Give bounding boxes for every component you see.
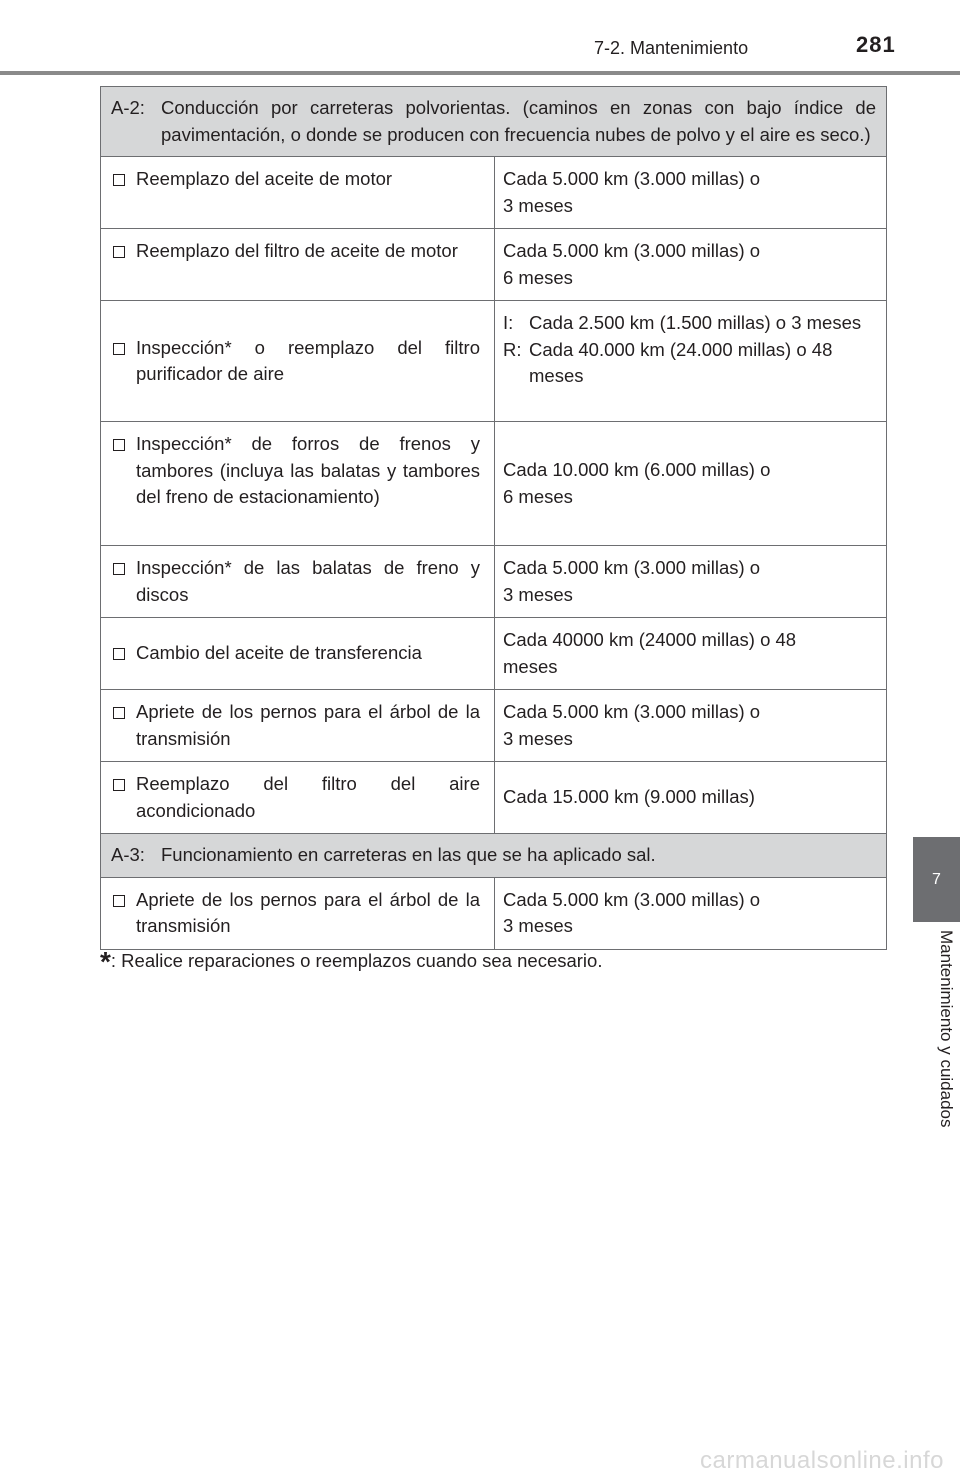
item-cell (101, 301, 495, 422)
interval-cell (495, 762, 887, 834)
interval-line: 3 meses (503, 583, 573, 605)
checkbox-square-icon (113, 779, 125, 791)
chapter-tab (913, 837, 960, 922)
footnote-marker: * (100, 946, 111, 977)
interval-text: Cada 40.000 km (24.000 millas) o 48 meses (529, 338, 833, 386)
interval-text: Cada 2.500 km (1.500 millas) o 3 meses (529, 312, 862, 333)
interval-cell (495, 618, 887, 690)
checkbox-square-icon (113, 246, 125, 258)
interval-line (503, 310, 876, 337)
interval-cell (495, 157, 887, 229)
table-row (101, 422, 887, 546)
item-text: Reemplazo del filtro del aire acondicionado (136, 773, 480, 821)
interval-line: Cada 15.000 km (9.000 millas) (503, 786, 755, 808)
chapter-title: Mantenimiento y cuidados (937, 930, 956, 1128)
interval-line: Cada 5.000 km (3.000 millas) o (503, 240, 761, 261)
table-row (101, 546, 887, 618)
section-title: 7-2. Mantenimiento (594, 38, 749, 58)
section-code: A-3: (111, 844, 145, 865)
maintenance-table (100, 86, 887, 950)
item-text: Apriete de los pernos para el árbol de la transmisión (136, 888, 480, 936)
footnote (100, 946, 602, 978)
table-row (101, 157, 887, 229)
item-cell (101, 762, 495, 834)
chapter-number: 7 (932, 870, 941, 888)
checkbox-square-icon (113, 707, 125, 719)
table-row (101, 690, 887, 762)
item-cell (101, 618, 495, 690)
checkbox-square-icon (113, 563, 125, 575)
interval-line: Cada 5.000 km (3.000 millas) o (503, 888, 761, 910)
section-header (101, 87, 887, 157)
interval-cell (495, 301, 887, 422)
checkbox-square-icon (113, 439, 125, 451)
interval-line: Cada 5.000 km (3.000 millas) o (503, 557, 761, 578)
checkbox-square-icon (113, 895, 125, 907)
table-row (101, 301, 887, 422)
interval-line: 6 meses (503, 266, 573, 288)
checkbox-square-icon (113, 343, 125, 355)
item-cell (101, 546, 495, 618)
section-title: Funcionamiento en carreteras en las que se ha aplicado sal. (161, 844, 656, 865)
interval-cell (495, 690, 887, 762)
item-cell (101, 690, 495, 762)
item-text: Inspección* de forros de frenos y tambores (incluya las balatas y tambores del freno de estacionamiento) (136, 433, 480, 507)
interval-line: meses (503, 655, 558, 677)
interval-cell (495, 422, 887, 546)
interval-line: 3 meses (503, 194, 573, 216)
item-cell (101, 422, 495, 546)
table-row (101, 618, 887, 690)
section-title: Conducción por carreteras polvorientas. (caminos en zonas con bajo índice de pavimentación, o donde se producen con frecuencia nubes de polvo y el aire es seco.) (161, 97, 877, 145)
interval-line (503, 337, 876, 390)
checkbox-square-icon (113, 648, 125, 660)
interval-code: I: (503, 312, 514, 333)
item-text: Apriete de los pernos para el árbol de la transmisión (136, 701, 480, 749)
item-cell (101, 157, 495, 229)
footnote-text: : Realice reparaciones o reemplazos cuando sea necesario. (110, 950, 603, 971)
item-text: Reemplazo del filtro de aceite de motor (136, 240, 458, 261)
interval-line: Cada 5.000 km (3.000 millas) o (503, 168, 761, 189)
table-row (101, 877, 887, 949)
page-number: 281 (856, 32, 896, 57)
interval-cell (495, 229, 887, 301)
watermark: carmanualsonline.info (700, 1447, 944, 1474)
table-row (101, 229, 887, 301)
interval-cell (495, 546, 887, 618)
interval-line: 3 meses (503, 915, 573, 936)
interval-line: Cada 40000 km (24000 millas) o 48 (503, 629, 797, 650)
interval-line: 6 meses (503, 485, 573, 507)
interval-line: 3 meses (503, 727, 573, 749)
item-text: Reemplazo del aceite de motor (136, 168, 393, 189)
interval-line: Cada 5.000 km (3.000 millas) o (503, 701, 761, 722)
section-code: A-2: (111, 97, 145, 118)
item-text: Inspección* o reemplazo del filtro purificador de aire (136, 336, 480, 384)
item-cell (101, 877, 495, 949)
interval-line: Cada 10.000 km (6.000 millas) o (503, 459, 771, 480)
table-row (101, 762, 887, 834)
section-header-row (101, 87, 887, 157)
interval-cell (495, 877, 887, 949)
section-header-row (101, 834, 887, 878)
checkbox-square-icon (113, 174, 125, 186)
interval-code: R: (503, 338, 522, 360)
section-header (101, 834, 887, 878)
item-text: Inspección* de las balatas de freno y discos (136, 557, 480, 605)
item-cell (101, 229, 495, 301)
header-divider (0, 71, 960, 75)
item-text: Cambio del aceite de transferencia (136, 642, 422, 664)
